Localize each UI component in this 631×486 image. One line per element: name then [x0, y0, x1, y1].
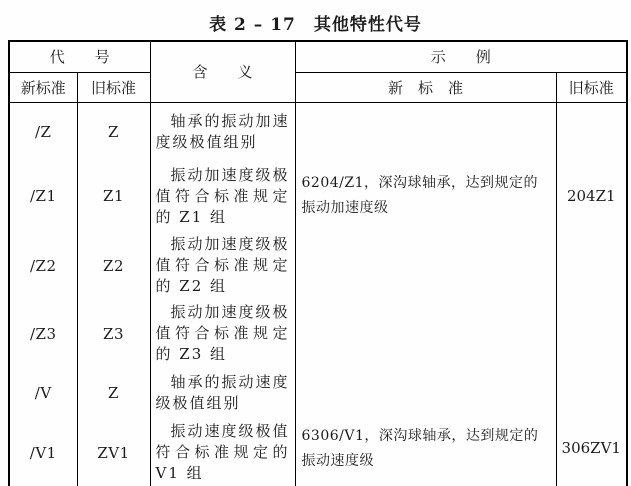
header-new-standard: 新标准 — [9, 72, 77, 102]
old-code-cell: Z — [77, 102, 150, 161]
old-code-cell: ZV1 — [77, 419, 150, 486]
table-body — [9, 102, 627, 486]
new-code-cell: /Z3 — [9, 300, 77, 367]
header-row-standards — [9, 72, 627, 102]
new-code-cell: /Z2 — [9, 231, 77, 300]
new-code-cell: /Z1 — [9, 161, 77, 231]
header-example-new-standard: 新 标 准 — [295, 72, 556, 102]
example-old-cell: 204Z1 — [556, 102, 627, 367]
meaning-cell: 振动加速度级极值符合标准规定的 Z2 组 — [150, 231, 295, 300]
codes-table — [8, 40, 628, 486]
header-old-standard: 旧标准 — [77, 72, 150, 102]
old-code-cell: Z1 — [77, 161, 150, 231]
old-code-cell: Z3 — [77, 300, 150, 367]
example-new-cell: 6306/V1，深沟球轴承，达到规定的振动速度级 — [295, 367, 556, 486]
header-code-group: 代 号 — [9, 41, 150, 72]
header-row-groups — [9, 41, 627, 72]
meaning-cell: 轴承的振动加速度级极值组别 — [150, 102, 295, 161]
table-caption: 表 2 – 17 其他特性代号 — [209, 15, 422, 35]
old-code-cell: Z — [77, 367, 150, 419]
new-code-cell: /Z — [9, 102, 77, 161]
header-example-group: 示 例 — [295, 41, 627, 72]
meaning-cell: 轴承的振动速度级极值组别 — [150, 367, 295, 419]
meaning-cell: 振动加速度级极值符合标准规定的 Z3 组 — [150, 300, 295, 367]
header-meaning: 含 义 — [150, 41, 295, 102]
table-header — [9, 41, 627, 102]
header-example-old-standard: 旧标准 — [556, 72, 627, 102]
new-code-cell: /V — [9, 367, 77, 419]
example-old-cell: 306ZV1 — [556, 367, 627, 486]
meaning-cell: 振动速度级极值符合标准规定的 V1 组 — [150, 419, 295, 486]
meaning-cell: 振动加速度级极值符合标准规定的 Z1 组 — [150, 161, 295, 231]
table-row — [9, 102, 627, 161]
new-code-cell: /V1 — [9, 419, 77, 486]
table-row — [9, 367, 627, 419]
old-code-cell: Z2 — [77, 231, 150, 300]
example-new-cell: 6204/Z1，深沟球轴承，达到规定的振动加速度级 — [295, 102, 556, 367]
